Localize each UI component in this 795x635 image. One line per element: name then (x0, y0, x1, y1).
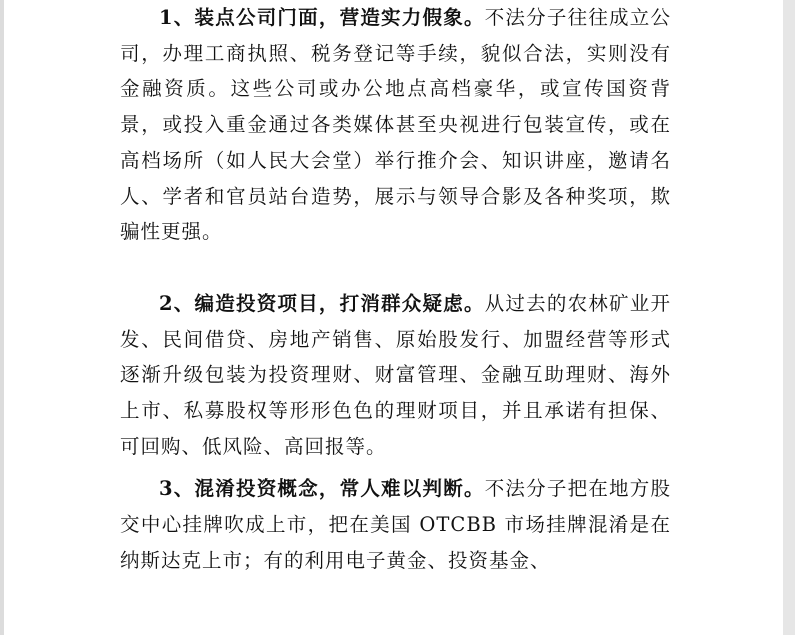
paragraph-1-lead: 1、装点公司门面，营造实力假象。 (159, 6, 485, 29)
paragraph-3 (120, 471, 671, 578)
paragraph-2-lead: 2、编造投资项目，打消群众疑虑。 (159, 291, 485, 315)
paragraph-1-body: 不法分子往往成立公司，办理工商执照、税务登记等手续，貌似合法，实则没有金融资质。这些公司或办公地点高档豪华，或宣传国资背景，或投入重金通过各类媒体甚至央视进行包装宣传，或在高档场所（如人民大会堂）举行推介会、知识讲座，邀请名人、学者和官员站台造势，展示与领导合影及各种奖项，欺骗性更强。 (120, 6, 671, 244)
paragraph-2-body: 从过去的农林矿业开发、民间借贷、房地产销售、原始股发行、加盟经营等形式逐渐升级包装为投资理财、财富管理、金融互助理财、海外上市、私募股权等形形色色的理财项目，并且承诺有担保、可回购、低风险、高回报等。 (120, 291, 671, 458)
document-body (120, 0, 671, 579)
paragraph-2 (120, 286, 671, 465)
paragraph-3-lead: 3、混淆投资概念，常人难以判断。 (159, 477, 485, 501)
paragraph-3-body: 不法分子把在地方股交中心挂牌吹成上市，把在美国 OTCBB 市场挂牌混淆是在纳斯达克上市；有的利用电子黄金、投资基金、 (120, 477, 671, 572)
page-edge-left (0, 0, 4, 635)
paragraph-1 (120, 0, 671, 250)
page-edge-right (783, 0, 795, 635)
